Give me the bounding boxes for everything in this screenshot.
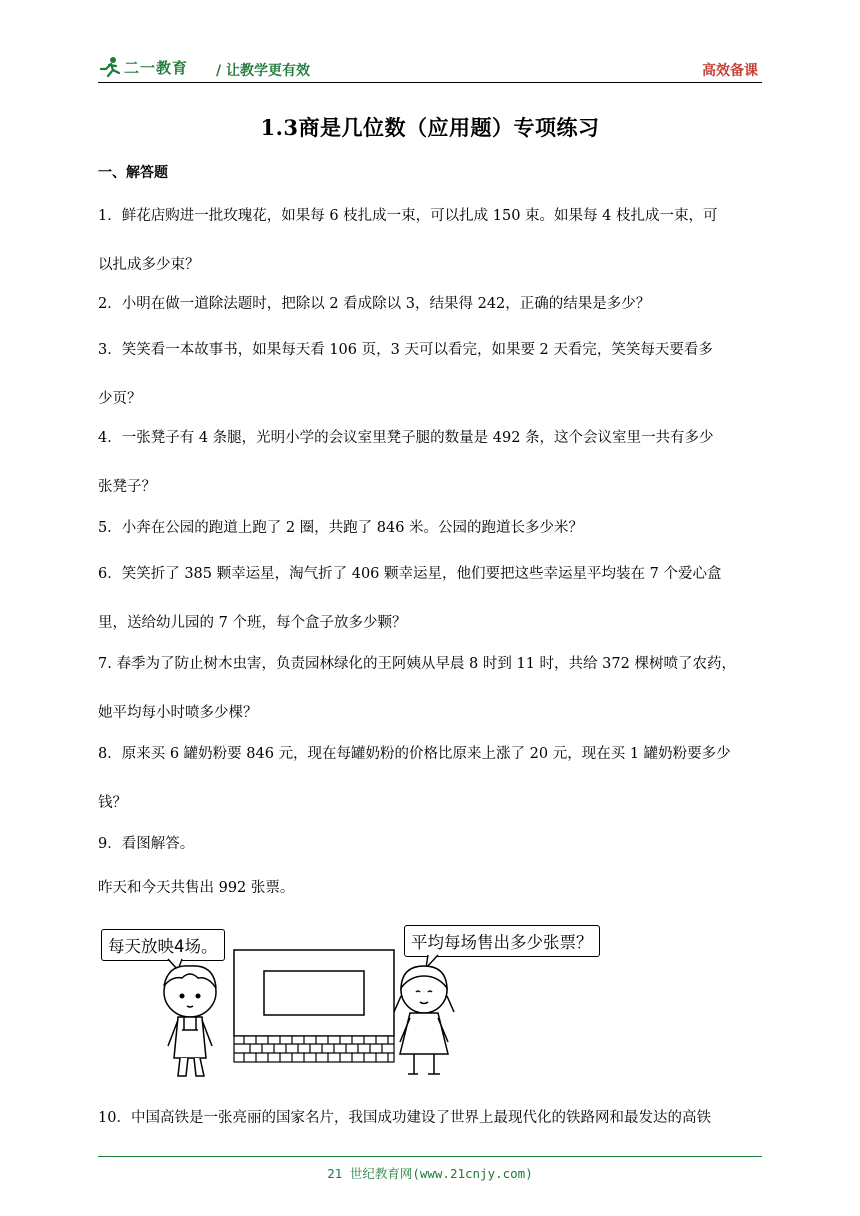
runner-logo-icon [98, 56, 122, 78]
question-9-condition: 昨天和今天共售出 992 张票。 [98, 880, 295, 896]
question-10: 10．中国高铁是一张亮丽的国家名片，我国成功建设了世界上最现代化的铁路网和最发达的高铁 [98, 1110, 711, 1126]
cinema-seats [234, 1036, 394, 1062]
girl-figure [394, 966, 454, 1074]
cinema-scene [98, 918, 618, 1088]
footer-divider [98, 1156, 762, 1157]
boy-speech-bubble: 每天放映4场。 [101, 929, 225, 961]
logo-text: 二一教育 [124, 58, 189, 77]
page-footer: 21 世纪教育网(www.21cnjy.com) [327, 1166, 533, 1181]
illustration [98, 918, 618, 1088]
question-5: 5．小奔在公园的跑道上跑了 2 圈，共跑了 846 米。公园的跑道长多少米？ [98, 520, 584, 536]
boy-figure [164, 966, 216, 1076]
question-9: 9．看图解答。 [98, 836, 195, 852]
question-7: 7. 春季为了防止树木虫害，负责园林绿化的王阿姨从早晨 8 时到 11 时，共给 372 棵树喷了农药， 她平均每小时喷多少棵？ [98, 656, 736, 721]
page-title: 1.3商是几位数（应用题）专项练习 [260, 115, 600, 140]
header-right-label: 高效备课 [702, 63, 758, 79]
cinema-screen [264, 971, 364, 1015]
question-8: 8．原来买 6 罐奶粉要 846 元，现在每罐奶粉的价格比原来上涨了 20 元，现在买 1 罐奶粉要多少 钱？ [98, 746, 731, 811]
girl-speech-bubble: 平均每场售出多少张票？ [404, 925, 600, 957]
header-slogan: / 让教学更有效 [216, 63, 310, 79]
page-header [98, 52, 762, 83]
question-1: 1．鲜花店购进一批玫瑰花，如果每 6 枝扎成一束，可以扎成 150 束。如果每 4 枝扎成一束，可 以扎成多少束？ [98, 208, 718, 273]
question-2: 2．小明在做一道除法题时，把除以 2 看成除以 3，结果得 242，正确的结果是多少？ [98, 296, 651, 312]
logo [98, 54, 188, 80]
section-title: 一、解答题 [98, 165, 168, 181]
question-6: 6．笑笑折了 385 颗幸运星，淘气折了 406 颗幸运星，他们要把这些幸运星平均装在 7 个爱心盒 里，送给幼儿园的 7 个班，每个盒子放多少颗？ [98, 566, 722, 631]
question-3: 3．笑笑看一本故事书，如果每天看 106 页，3 天可以看完，如果要 2 天看完，笑笑每天要看多 少页？ [98, 342, 713, 407]
question-4: 4．一张凳子有 4 条腿，光明小学的会议室里凳子腿的数量是 492 条，这个会议室里一共有多少 张凳子？ [98, 430, 714, 495]
